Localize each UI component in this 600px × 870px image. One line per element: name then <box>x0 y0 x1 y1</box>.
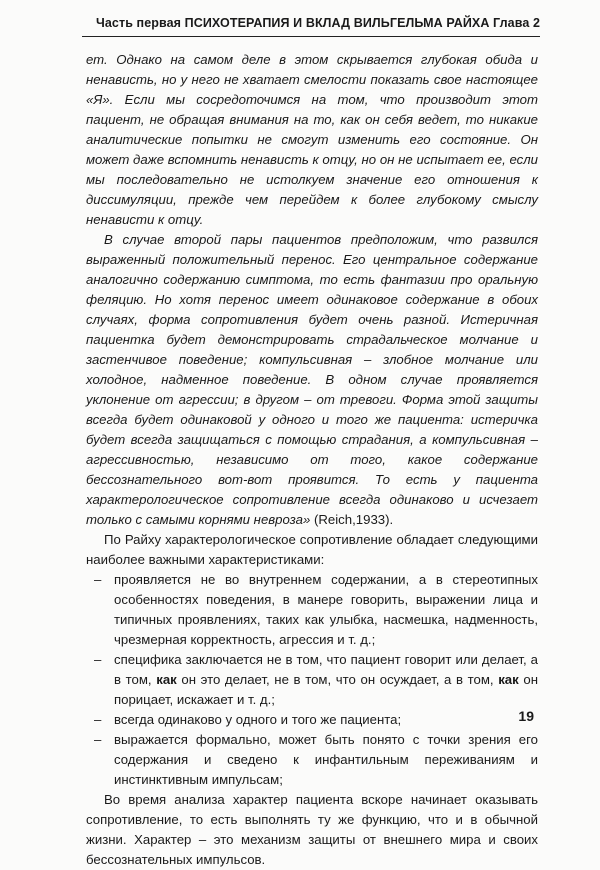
list-item-text: проявляется не во внутреннем содержании, а в стереотипных особенностях поведения, в манере говорить, выражении лица и типичных проявлениях, таких как улыбка, насмешка, надменность, чрезмерная корректность, агрессия и т. д.; <box>114 572 538 647</box>
list-item <box>86 710 538 730</box>
paragraph-2-citation: (Reich,1933). <box>310 512 394 527</box>
header-rule <box>82 36 540 37</box>
dash-marker: – <box>94 652 102 667</box>
dash-marker: – <box>94 572 102 587</box>
list-item-text: он это делает, не в том, что он осуждает, а в том, <box>176 672 499 687</box>
list-item-text: он порицает, искажает и т. д.; <box>114 672 538 707</box>
paragraph-1: ет. Однако на самом деле в этом скрывается глубокая обида и ненависть, но у него не хватает смелости показать свое настоящее «Я». Если мы сосредоточимся на том, что производит этот пациент, не обращая внимания на то, как он себя ведет, то никакие аналитические попытки не смогут изменить его состояние. Он может даже вспомнить ненависть к отцу, но он не испытает ее, если мы последовательно не истолкуем значение его отношения к диссимуляции, прежде чем перейдем к более глубокому смыслу ненависти к отцу. <box>86 52 538 227</box>
dash-marker: – <box>94 712 102 727</box>
paragraph-2-quote: В случае второй пары пациентов предположим, что развился выраженный положительный перенос. Его центральное содержание аналогично содержанию симптома, то есть фантазии про оральную феляцию. Но хотя перенос имеет одинаковое содержание в обоих случаях, форма сопротивления будет очень разной. Истеричная пациентка будет демонстрировать страдальческое молчание и застенчивое поведение; компульсивная – злобное молчание или холодное, надменное поведение. В одном случае проявляется уклонение от агрессии; в другом – от тревоги. Форма этой защиты всегда будет одинаковой у одного и того же пациента: истеричка будет всегда защищаться с помощью страдания, а компульсивная – агрессивностью, независимо от того, какое содержание бессознательного вот-вот проявится. То есть у пациента характерологическое сопротивление всегда одинаково и исчезает только с самыми корнями невроза» <box>86 232 538 527</box>
running-header: Часть первая ПСИХОТЕРАПИЯ И ВКЛАД ВИЛЬГЕЛЬМА РАЙХА Глава 2 <box>95 16 540 30</box>
paragraph-2 <box>86 230 538 530</box>
list-item-text: выражается формально, может быть понято с точки зрения его содержания и сведено к инфантильным переживаниям и инстинктивным импульсам; <box>114 732 538 787</box>
paragraph-4: Во время анализа характер пациента вскоре начинает оказывать сопротивление, то есть выполнять ту же функцию, что и в обычной жизни. Характер – это механизм защиты от внешнего мира и своих бессознательных импульсов. <box>86 792 538 867</box>
list-item-text: специфика заключается не в том, что пациент говорит или делает, а в том, <box>114 652 538 687</box>
emphasis-how: как <box>156 672 177 687</box>
emphasis-how: как <box>498 672 519 687</box>
paragraph-3: По Райху характерологическое сопротивление обладает следующими наиболее важными характеристиками: <box>86 532 538 567</box>
list-item-text: всегда одинаково у одного и того же пациента; <box>114 712 402 727</box>
page-body <box>86 50 538 870</box>
list-item <box>86 730 538 790</box>
list-item <box>86 650 538 710</box>
page-number: 19 <box>518 708 534 724</box>
dash-marker: – <box>94 732 102 747</box>
characteristics-list <box>86 570 538 790</box>
list-item <box>86 570 538 650</box>
